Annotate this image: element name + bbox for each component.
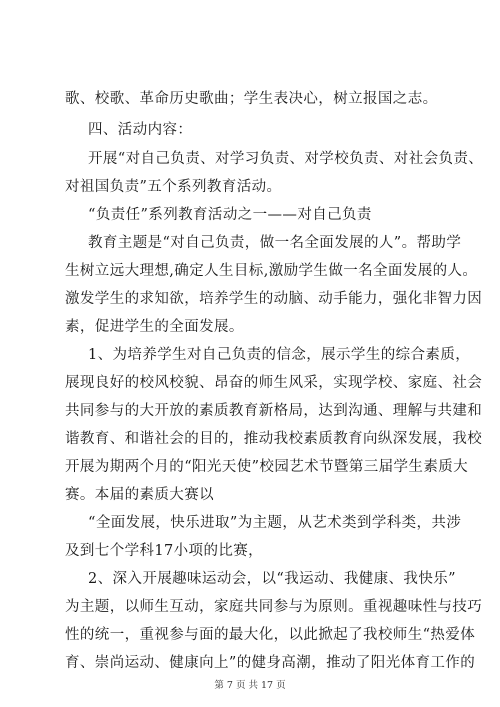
text-line-10: 1、为培养学生对自己负责的信念，展示学生的综合素质， (88, 347, 471, 363)
text-line-20: 性的统一，重视参与面的最大化，以此掀起了我校师生“热爱体 (65, 627, 476, 643)
text-line-16: “全面发展，快乐进取”为主题，从艺术类到学科类，共涉 (88, 515, 462, 531)
text-line-9: 素，促进学生的全面发展。 (65, 319, 244, 335)
text-line-19: 为主题，以师生互动，家庭共同参与为原则。重视趣味性与技巧 (65, 599, 483, 615)
text-line-18: 2、深入开展趣味运动会，以“我运动、我健康、我快乐” (88, 571, 456, 587)
text-line-1: 歌、校歌、革命历史歌曲；学生表决心，树立报国之志。 (65, 91, 438, 107)
text-line-17: 及到七个学科17小项的比赛， (65, 543, 264, 559)
section-heading: 四、活动内容： (88, 122, 193, 138)
page-number-footer: 第 7 页 共 17 页 (214, 680, 286, 691)
text-line-6: 教育主题是“对自己负责，做一名全面发展的人”。帮助学 (88, 235, 462, 251)
text-line-12: 共同参与的大开放的素质教育新格局，达到沟通、理解与共建和 (65, 403, 483, 419)
text-line-8: 激发学生的求知欲，培养学生的动脑、动手能力，强化非智力因 (65, 291, 483, 307)
text-line-21: 育、崇尚运动、健康向上”的健身高潮，推动了阳光体育工作的 (65, 655, 476, 671)
text-line-14: 开展为期两个月的“阳光天使”校园艺术节暨第三届学生素质大 (65, 459, 469, 475)
text-line-7: 生树立远大理想,确定人生目标,激励学生做一名全面发展的人。 (65, 263, 478, 279)
text-line-13: 谐教育、和谐社会的目的，推动我校素质教育向纵深发展，我校 (65, 431, 483, 447)
text-line-3: 开展“对自己负责、对学习负责、对学校负责、对社会负责、 (88, 151, 484, 167)
text-line-15: 赛。本届的素质大赛以 (65, 487, 214, 503)
subsection-heading: “负责任”系列教育活动之一——对自己负责 (88, 207, 372, 223)
text-line-4: 对祖国负责”五个系列教育活动。 (65, 179, 282, 195)
text-line-11: 展现良好的校风校貌、昂奋的师生风采，实现学校、家庭、社会 (65, 375, 483, 391)
